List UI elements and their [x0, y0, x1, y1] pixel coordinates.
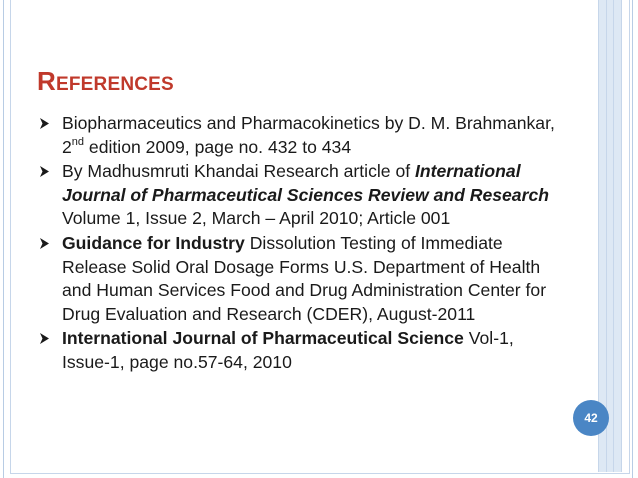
reference-list — [37, 112, 557, 376]
reference-item — [37, 160, 557, 231]
right-decorative-strip — [598, 0, 622, 472]
reference-item — [37, 327, 557, 374]
title-rest: EFERENCES — [55, 74, 174, 95]
page-number-badge: 42 — [573, 400, 609, 436]
arrow-bullet-icon — [39, 117, 50, 130]
reference-item — [37, 112, 557, 159]
reference-text: International Journal of Pharmaceutical Science Vol-1, Issue-1, page no.57-64, 2010 — [62, 328, 514, 372]
arrow-bullet-icon — [39, 237, 50, 250]
reference-item — [37, 232, 557, 326]
reference-text: Biopharmaceutics and Pharmacokinetics by D. M. Brahmankar, 2nd edition 2009, page no. 432 to 434 — [62, 113, 555, 157]
reference-text: By Madhusmruti Khandai Research article of International Journal of Pharmaceutical Sciences Review and Research Volume 1, Issue 2, March – April 2010; Article 001 — [62, 161, 549, 229]
reference-text: Guidance for Industry Dissolution Testing of Immediate Release Solid Oral Dosage Forms U.S. Department of Health and Human Services Food and Drug Administration Center for Drug Evaluation and Research (CDER), August-2011 — [62, 232, 547, 324]
arrow-bullet-icon — [39, 165, 50, 178]
title-initial: R — [37, 66, 56, 96]
slide-title — [37, 66, 174, 97]
arrow-bullet-icon — [39, 332, 50, 345]
